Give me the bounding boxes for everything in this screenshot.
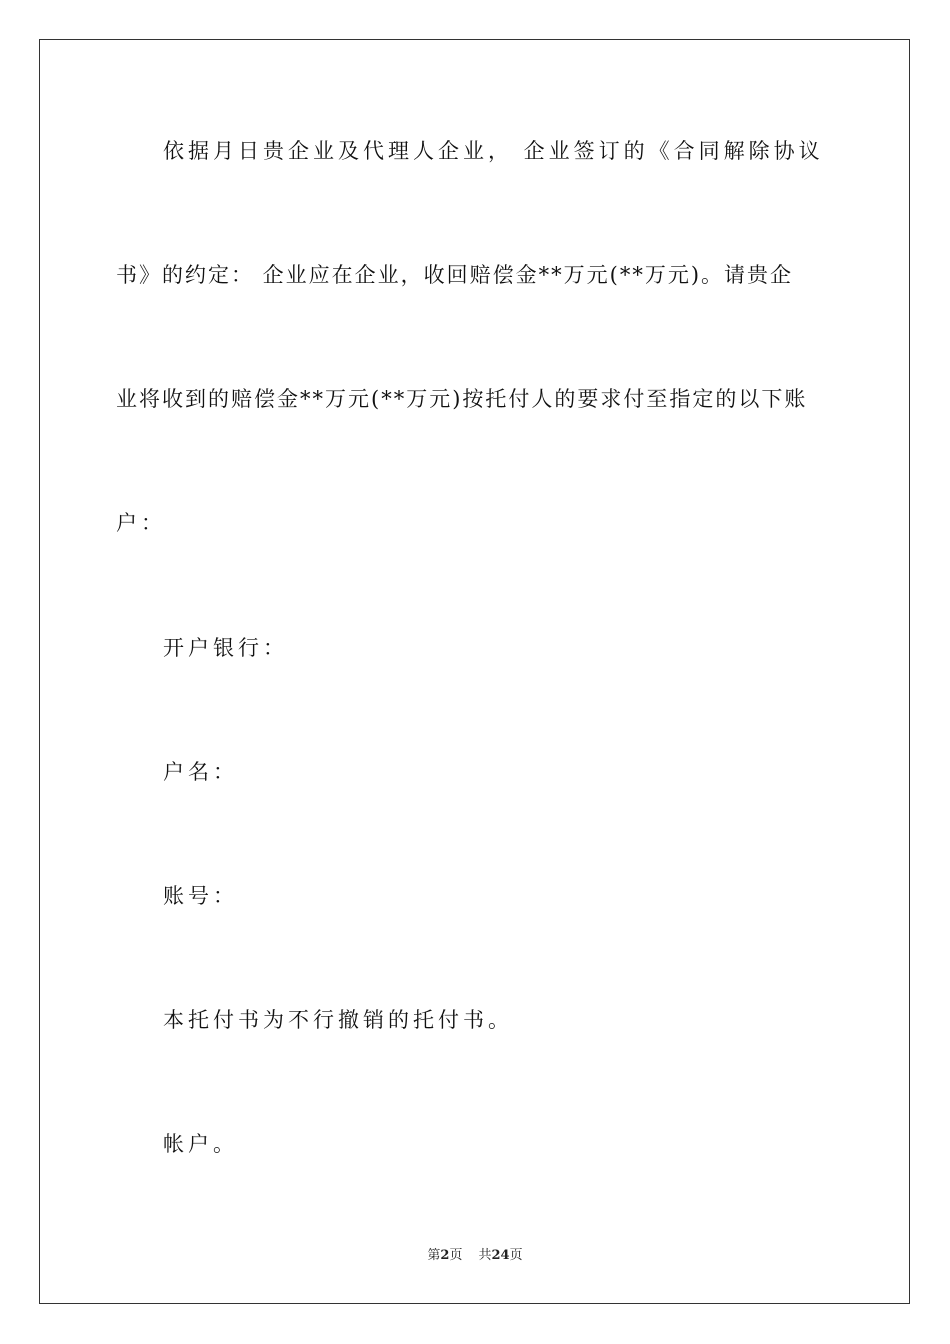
footer-page-prefix: 第 [427, 1248, 441, 1263]
footer-total-prefix: 共 [478, 1248, 492, 1263]
irrevocable-statement: 本托付书为不行撤销的托付书。 [163, 1008, 513, 1032]
footer-page-suffix: 页 [449, 1248, 463, 1263]
paragraph-line-2: 书》的约定： 企业应在企业，收回赔偿金**万元(**万元)。请贵企 [116, 263, 794, 287]
page-footer [0, 1247, 950, 1265]
footer-page-number: 2 [440, 1248, 450, 1263]
paragraph-line-4: 户： [116, 511, 166, 535]
footer-total-pages: 24 [491, 1248, 510, 1263]
footer-total-suffix: 页 [509, 1248, 523, 1263]
account-name-field-label: 户名： [163, 760, 238, 784]
page-frame [39, 39, 910, 1304]
closing-text: 帐户。 [163, 1132, 238, 1156]
paragraph-line-3: 业将收到的赔偿金**万元(**万元)按托付人的要求付至指定的以下账 [116, 387, 808, 411]
account-number-field-label: 账号： [163, 884, 238, 908]
bank-field-label: 开户银行： [163, 636, 288, 660]
paragraph-line-1: 依据月日贵企业及代理人企业， 企业签订的《合同解除协议 [163, 139, 824, 163]
